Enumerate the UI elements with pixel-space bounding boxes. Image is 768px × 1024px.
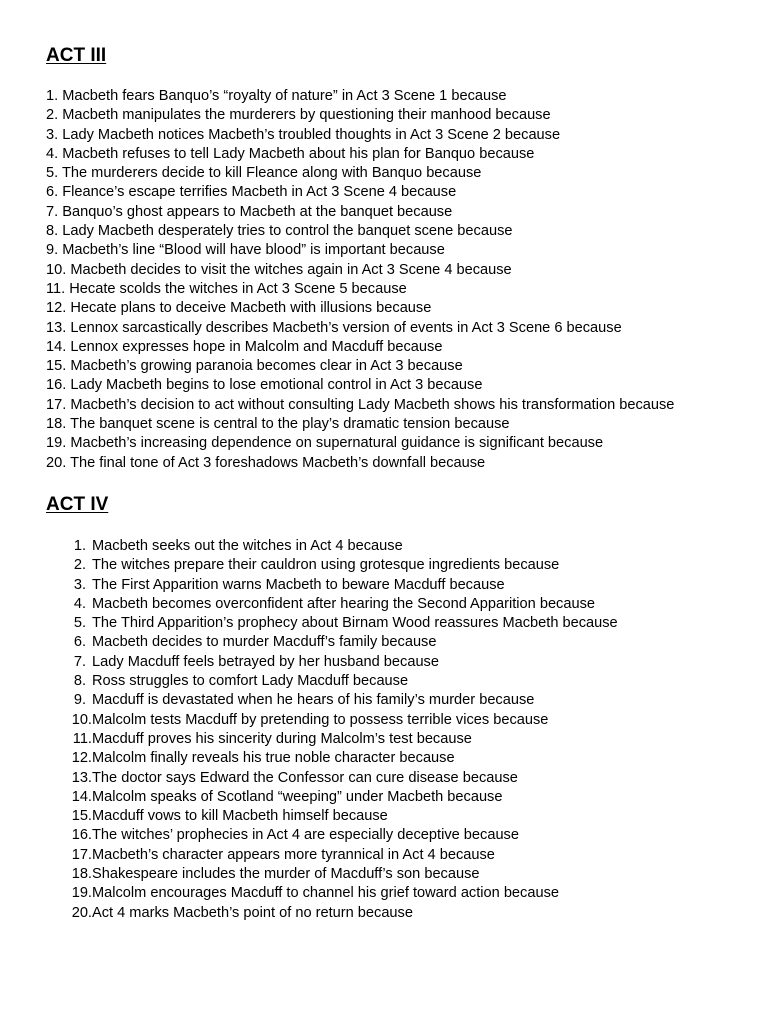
list-item: 13. Lennox sarcastically describes Macbeth’s version of events in Act 3 Scene 6 because [46, 319, 622, 336]
list-item [66, 865, 618, 884]
list-item [66, 826, 618, 845]
item-number: 14. [71, 788, 92, 805]
item-number: 20. [71, 904, 92, 921]
list-item [66, 653, 618, 672]
item-number: 18. [71, 866, 92, 883]
item-text: Malcolm encourages Macduff to channel his grief toward action because [92, 885, 559, 902]
item-number: 19. [71, 885, 92, 902]
act-iii-heading: ACT III [46, 45, 107, 66]
item-text: The doctor says Edward the Confessor can cure disease because [92, 769, 518, 786]
list-item: 4. Macbeth refuses to tell Lady Macbeth about his plan for Banquo because [46, 145, 535, 162]
item-number: 2. [73, 557, 86, 574]
act-iii-question-list [46, 87, 674, 473]
list-item [66, 595, 618, 614]
item-text: The witches’ prophecies in Act 4 are especially deceptive because [92, 827, 519, 844]
list-item: 12. Hecate plans to deceive Macbeth with illusions because [46, 300, 432, 317]
item-text: Macbeth decides to murder Macduff’s family because [92, 634, 437, 651]
list-item [66, 672, 618, 691]
item-number: 10. [71, 711, 92, 728]
list-item: 19. Macbeth’s increasing dependence on supernatural guidance is significant because [46, 435, 604, 452]
item-text: The witches prepare their cauldron using grotesque ingredients because [92, 557, 560, 574]
list-item [66, 576, 618, 595]
list-item [66, 846, 618, 865]
item-number: 16. [71, 827, 92, 844]
item-text: Lady Macduff feels betrayed by her husband because [92, 653, 439, 670]
list-item [66, 769, 618, 788]
item-text: Macbeth becomes overconfident after hearing the Second Apparition because [92, 595, 595, 612]
item-number: 4. [73, 595, 86, 612]
item-text: Act 4 marks Macbeth’s point of no return because [92, 904, 413, 921]
item-text: Macduff vows to kill Macbeth himself because [92, 808, 388, 825]
list-item: 9. Macbeth’s line “Blood will have blood” is important because [46, 242, 445, 259]
item-text: Shakespeare includes the murder of Macduff’s son because [92, 866, 480, 883]
item-number: 11. [72, 730, 92, 747]
item-number: 7. [73, 653, 86, 670]
item-number: 13. [71, 769, 92, 786]
list-item [66, 691, 618, 710]
list-item: 1. Macbeth fears Banquo’s “royalty of nature” in Act 3 Scene 1 because [46, 88, 507, 104]
item-number: 15. [71, 808, 92, 825]
list-item [66, 537, 618, 556]
item-text: Macbeth seeks out the witches in Act 4 because [92, 538, 403, 554]
list-item: 14. Lennox expresses hope in Malcolm and Macduff because [46, 338, 443, 355]
act-iv-heading: ACT IV [46, 494, 109, 515]
item-text: Malcolm finally reveals his true noble character because [92, 750, 455, 767]
list-item: 6. Fleance’s escape terrifies Macbeth in Act 3 Scene 4 because [46, 184, 457, 201]
item-number: 9. [73, 692, 86, 709]
item-number: 12. [71, 750, 92, 767]
list-item [66, 904, 618, 923]
item-text: Malcolm speaks of Scotland “weeping” under Macbeth because [92, 788, 503, 805]
list-item [66, 884, 618, 903]
list-item: 11. Hecate scolds the witches in Act 3 Scene 5 because [46, 280, 407, 297]
item-text: Macduff is devastated when he hears of his family’s murder because [92, 692, 535, 709]
list-item: 16. Lady Macbeth begins to lose emotional control in Act 3 because [46, 377, 483, 394]
list-item [66, 711, 618, 730]
list-item [66, 556, 618, 575]
item-text: The First Apparition warns Macbeth to beware Macduff because [92, 576, 505, 593]
list-item: 20. The final tone of Act 3 foreshadows Macbeth’s downfall because [46, 454, 486, 471]
list-item: 8. Lady Macbeth desperately tries to control the banquet scene because [46, 223, 513, 240]
list-item [66, 788, 618, 807]
list-item: 7. Banquo’s ghost appears to Macbeth at the banquet because [46, 203, 453, 220]
list-item [66, 614, 618, 633]
item-text: Macduff proves his sincerity during Malcolm’s test because [92, 730, 472, 747]
item-text: Malcolm tests Macduff by pretending to possess terrible vices because [92, 711, 549, 728]
list-item [66, 749, 618, 768]
list-item: 3. Lady Macbeth notices Macbeth’s troubled thoughts in Act 3 Scene 2 because [46, 126, 561, 143]
item-text: Macbeth’s character appears more tyrannical in Act 4 because [92, 846, 495, 863]
list-item [66, 730, 618, 749]
item-number: 6. [73, 634, 86, 651]
item-number: 8. [73, 673, 86, 690]
list-item: 2. Macbeth manipulates the murderers by questioning their manhood because [46, 107, 551, 124]
item-text: The Third Apparition’s prophecy about Birnam Wood reassures Macbeth because [92, 615, 618, 632]
list-item: 18. The banquet scene is central to the play’s dramatic tension because [46, 416, 510, 433]
list-item: 17. Macbeth’s decision to act without consulting Lady Macbeth shows his transformation because [46, 396, 675, 413]
list-item [66, 633, 618, 652]
list-item: 5. The murderers decide to kill Fleance along with Banquo because [46, 165, 482, 182]
list-item: 10. Macbeth decides to visit the witches again in Act 3 Scene 4 because [46, 261, 512, 278]
item-text: Ross struggles to comfort Lady Macduff because [92, 673, 409, 690]
item-number: 17. [71, 846, 92, 863]
item-number: 3. [73, 576, 86, 593]
item-number: 1. [73, 538, 86, 554]
item-number: 5. [73, 615, 86, 632]
list-item [66, 807, 618, 826]
act-iv-question-list [66, 537, 618, 923]
list-item: 15. Macbeth’s growing paranoia becomes clear in Act 3 because [46, 358, 463, 375]
